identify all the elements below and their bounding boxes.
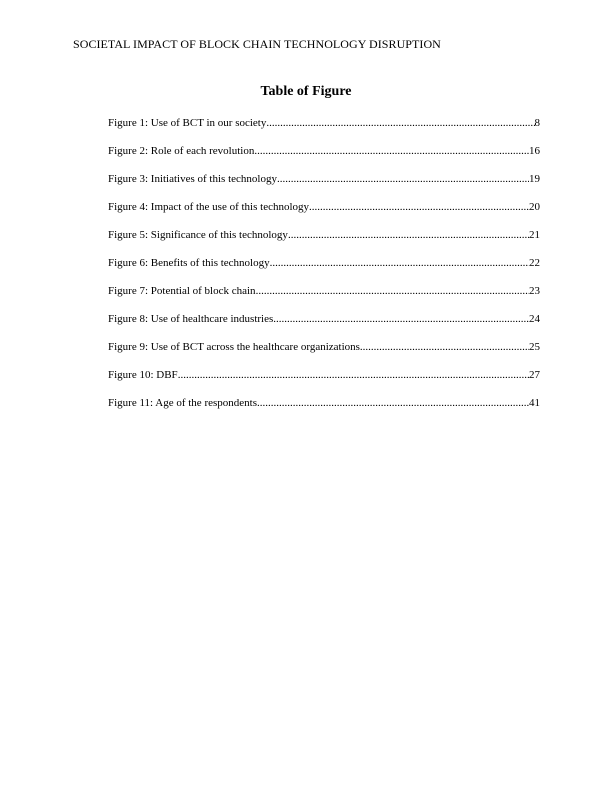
toc-entry[interactable] [108,284,540,312]
toc-entry-label: Figure 3: Initiatives of this technology [108,173,277,185]
toc-entry-label: Figure 11: Age of the respondents [108,397,257,409]
dot-leader [257,396,529,410]
running-head: SOCIETAL IMPACT OF BLOCK CHAIN TECHNOLOGY DISRUPTION [73,37,441,51]
toc-entry[interactable] [108,396,540,424]
toc-entry-page: 41 [529,397,540,409]
toc-entry-label: Figure 4: Impact of the use of this technology [108,201,310,213]
toc-entry-page: 25 [529,341,540,353]
toc-entry-label: Figure 1: Use of BCT in our society [108,117,267,129]
dot-leader [270,256,529,270]
toc-entry-label: Figure 5: Significance of this technology [108,229,288,241]
dot-leader [277,172,529,186]
toc-entry-page: 16 [529,145,540,157]
dot-leader [256,284,529,298]
dot-leader [254,144,529,158]
toc-entry[interactable] [108,116,540,144]
dot-leader [309,200,529,214]
toc-entry-page: 23 [529,285,540,297]
dot-leader [178,368,529,382]
toc-entry-page: 21 [529,229,540,241]
toc-entry-page: 8 [534,117,540,129]
toc-entry[interactable] [108,200,540,228]
toc-entry[interactable] [108,256,540,284]
dot-leader [288,228,529,242]
toc-entry-label: Figure 10: DBF [108,369,178,381]
dot-leader [273,312,529,326]
toc-entry-label: Figure 9: Use of BCT across the healthcare organizations [108,341,360,353]
toc-entry-page: 27 [529,369,540,381]
toc-entry[interactable] [108,144,540,172]
dot-leader [266,116,534,130]
toc-entry-page: 22 [529,257,540,269]
toc-entry-label: Figure 8: Use of healthcare industries [108,313,274,325]
dot-leader [360,340,529,354]
toc-entry-page: 19 [529,173,540,185]
toc-entry[interactable] [108,340,540,368]
toc-entry[interactable] [108,368,540,396]
toc-entry-label: Figure 7: Potential of block chain [108,285,256,297]
toc-entry-page: 24 [529,313,540,325]
toc-entry-label: Figure 6: Benefits of this technology [108,257,270,269]
toc-entry-label: Figure 2: Role of each revolution [108,145,255,157]
toc-entry[interactable] [108,172,540,200]
toc-entry[interactable] [108,228,540,256]
toc-entry-page: 20 [529,201,540,213]
table-of-figures [108,116,540,424]
toc-entry[interactable] [108,312,540,340]
toc-title: Table of Figure [260,84,352,99]
